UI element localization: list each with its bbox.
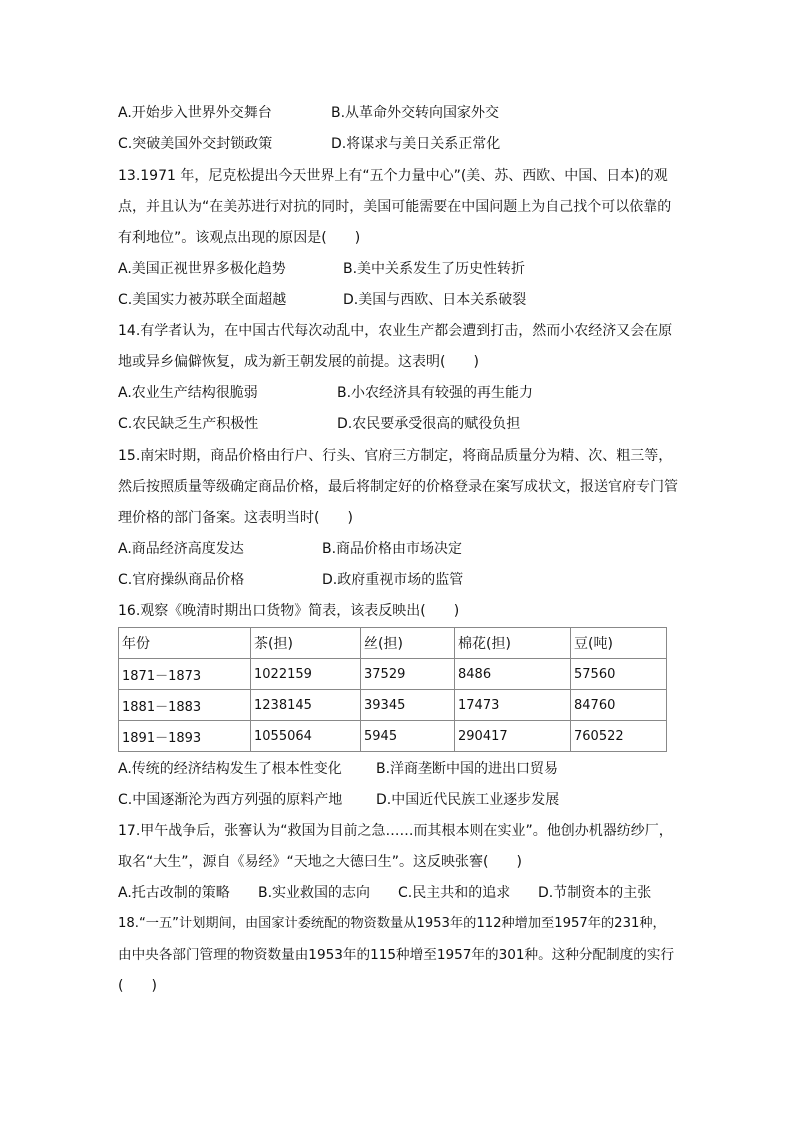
q16-option-b: B.洋商垄断中国的进出口贸易 (376, 761, 559, 777)
table-header-cell: 茶(担) (251, 628, 361, 659)
table-cell: 8486 (455, 659, 571, 690)
table-cell: 1891－1893 (119, 721, 251, 752)
q17-stem-line-1: 17.甲午战争后，张謇认为“救国为目前之急……而其根本则在实业”。他创办机器纺纱厂， (118, 823, 673, 839)
q18-stem-line-2: 由中央各部门管理的物资数量由1953年的115种增至1957年的301种。这种分配制度的实行 (118, 947, 675, 963)
q18-stem-line-1: 18.“一五”计划期间，由国家计委统配的物资数量从1953年的112种增加至1957年的231种， (118, 916, 666, 931)
q12-option-c: C.突破美国外交封锁政策 (118, 136, 273, 152)
q17-option-c: C.民主共和的追求 (398, 885, 511, 901)
q13-stem-line-1: 13.1971 年，尼克松提出今天世界上有“五个力量中心”(美、苏、西欧、中国、日本)的观 (118, 168, 668, 184)
table-header-cell: 年份 (119, 628, 251, 659)
table-header-cell: 丝(担) (361, 628, 455, 659)
table-cell: 290417 (455, 721, 571, 752)
export-goods-table (118, 627, 667, 752)
q15-option-d: D.政府重视市场的监管 (322, 572, 464, 588)
table-cell: 1881－1883 (119, 690, 251, 721)
q16-stem: 16.观察《晚清时期出口货物》简表，该表反映出( ) (118, 603, 460, 619)
q17-option-b: B.实业救国的志向 (258, 885, 371, 901)
q14-stem-line-1: 14.有学者认为，在中国古代每次动乱中，农业生产都会遭到打击，然而小农经济又会在原 (118, 323, 673, 339)
q17-option-a: A.托古改制的策略 (118, 885, 230, 901)
q14-option-b: B.小农经济具有较强的再生能力 (337, 385, 534, 401)
q13-stem-line-3: 有利地位”。该观点出现的原因是( ) (118, 230, 361, 246)
table-row (119, 721, 667, 752)
q13-option-a: A.美国正视世界多极化趋势 (118, 261, 286, 277)
q14-option-d: D.农民要承受很高的赋役负担 (337, 416, 521, 432)
table-header-cell: 豆(吨) (571, 628, 667, 659)
q14-option-a: A.农业生产结构很脆弱 (118, 385, 258, 401)
q12-option-a: A.开始步入世界外交舞台 (118, 105, 272, 121)
q13-option-c: C.美国实力被苏联全面超越 (118, 292, 287, 308)
table-cell: 1238145 (251, 690, 361, 721)
q13-option-b: B.美中关系发生了历史性转折 (343, 261, 526, 277)
q17-stem-line-2: 取名“大生”，源自《易经》“天地之大德曰生”。这反映张謇( ) (118, 854, 522, 870)
table-header-cell: 棉花(担) (455, 628, 571, 659)
q16-option-a: A.传统的经济结构发生了根本性变化 (118, 761, 342, 777)
q15-option-a: A.商品经济高度发达 (118, 541, 244, 557)
q13-stem-line-2: 点，并且认为“在美苏进行对抗的同时，美国可能需要在中国问题上为自己找个可以依靠的 (118, 199, 672, 215)
table-cell: 37529 (361, 659, 455, 690)
q18-stem-line-3: ( ) (118, 978, 157, 994)
q15-stem-line-1: 15.南宋时期，商品价格由行户、行头、官府三方制定，将商品质量分为精、次、粗三等， (118, 448, 673, 464)
table-cell: 5945 (361, 721, 455, 752)
table-cell: 84760 (571, 690, 667, 721)
q14-option-c: C.农民缺乏生产积极性 (118, 416, 259, 432)
table-cell: 39345 (361, 690, 455, 721)
q15-option-b: B.商品价格由市场决定 (322, 541, 463, 557)
q15-option-c: C.官府操纵商品价格 (118, 572, 245, 588)
q15-stem-line-2: 然后按照质量等级确定商品价格，最后将制定好的价格登录在案写成状文，报送官府专门管 (118, 479, 678, 495)
q16-option-c: C.中国逐渐沦为西方列强的原料产地 (118, 792, 343, 808)
q17-option-d: D.节制资本的主张 (538, 885, 652, 901)
table-cell: 760522 (571, 721, 667, 752)
table-cell: 57560 (571, 659, 667, 690)
table-header-row (119, 628, 667, 659)
table-cell: 1022159 (251, 659, 361, 690)
q12-option-d: D.将谋求与美日关系正常化 (331, 136, 501, 152)
table-cell: 1055064 (251, 721, 361, 752)
q15-stem-line-3: 理价格的部门备案。这表明当时( ) (118, 510, 353, 526)
q16-option-d: D.中国近代民族工业逐步发展 (376, 792, 560, 808)
q13-option-d: D.美国与西欧、日本关系破裂 (343, 292, 527, 308)
q12-option-b: B.从革命外交转向国家外交 (331, 105, 500, 121)
table-row (119, 690, 667, 721)
table-cell: 17473 (455, 690, 571, 721)
q14-stem-line-2: 地或异乡偏僻恢复，成为新王朝发展的前提。这表明( ) (118, 354, 479, 370)
table-cell: 1871－1873 (119, 659, 251, 690)
table-row (119, 659, 667, 690)
